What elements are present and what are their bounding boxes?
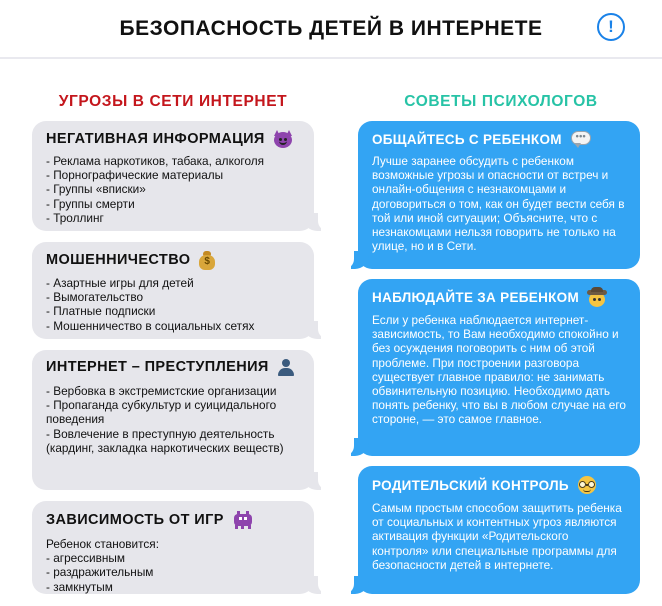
threat-list <box>46 384 300 455</box>
threats-heading: УГРОЗЫ В СЕТИ ИНТЕРНЕТ <box>58 93 288 110</box>
list-item: - Группы смерти <box>46 196 135 211</box>
bubble-tail <box>303 576 321 594</box>
card-title-row <box>46 130 300 148</box>
detective-face-icon <box>587 287 607 307</box>
bubble-tail <box>303 213 321 231</box>
list-item: - Азартные игры для детей <box>46 276 194 290</box>
person-silhouette-icon <box>277 358 295 376</box>
list-item: - Реклама наркотиков, табака, алкоголя <box>46 154 265 168</box>
card-title-row <box>372 130 626 148</box>
list-item: - Группы «вписки» <box>46 182 146 197</box>
nerd-face-icon <box>577 475 597 495</box>
info-icon[interactable]: ! <box>597 13 625 41</box>
advice-text: Самым простым способом защитить ребенка от социальных и контентных угроз являются активация функции «Родительского контроля» или специальные программы для безопасности детей в интернете. <box>372 501 622 572</box>
header-divider <box>0 57 662 59</box>
bubble-tail <box>303 321 321 339</box>
speech-bubble-icon: ••• <box>570 130 592 148</box>
card-title: МОШЕННИЧЕСТВО <box>46 252 191 268</box>
bubble-tail <box>351 251 369 269</box>
card-title-row <box>372 475 626 495</box>
threat-list <box>46 154 300 225</box>
bubble-tail <box>351 438 369 456</box>
threat-card-gaming <box>32 501 314 594</box>
advice-heading: СОВЕТЫ ПСИХОЛОГОВ <box>404 93 598 110</box>
list-item: - замкнутым <box>46 579 113 594</box>
card-title: ОБЩАЙТЕСЬ С РЕБЕНКОМ <box>372 131 562 147</box>
money-bag-icon: $ <box>198 250 216 270</box>
card-intro: Ребенок становится: <box>46 537 159 551</box>
list-item: - Вовлечение в преступную деятельность (кардинг, закладка наркотических веществ) <box>46 426 284 455</box>
list-item: - агрессивным <box>46 551 125 566</box>
list-item: - Мошенничество в социальных сетях <box>46 318 255 333</box>
advice-card-parental-control <box>358 466 640 594</box>
list-item: - Вымогательство <box>46 290 144 305</box>
card-title-row <box>46 358 300 376</box>
card-title: ЗАВИСИМОСТЬ ОТ ИГР <box>46 512 224 528</box>
card-title: НАБЛЮДАЙТЕ ЗА РЕБЕНКОМ <box>372 289 580 305</box>
page-title: БЕЗОПАСНОСТЬ ДЕТЕЙ В ИНТЕРНЕТЕ <box>119 17 543 40</box>
advice-card-communicate <box>358 121 640 269</box>
threat-card-crimes <box>32 350 314 490</box>
advice-text: Если у ребенка наблюдается интернет-зависимость, то Вам необходимо спокойно и без осуждения поговорить с ним об этой проблеме. При построении разговора существует главное правило: не занимать обвинительную позицию. Необходимо дать понять ребенку, что вы в любом случае на его стороне, — это самое главное. <box>372 313 626 427</box>
bubble-tail <box>303 472 321 490</box>
page-header <box>0 0 662 58</box>
threat-list <box>46 551 300 594</box>
threat-list <box>46 276 300 333</box>
card-title-row <box>46 250 300 270</box>
devil-face-icon <box>273 130 293 148</box>
threat-card-fraud <box>32 242 314 339</box>
advice-text: Лучше заранее обсудить с ребенком возможные угрозы и опасности от встреч и онлайн-общения с незнакомцами и договориться о том, как он будет вести себя в той или иной ситуации; Объясните, что с незнакомцами нельзя говорить не только на улице, но и в Сети. <box>372 154 625 254</box>
card-title: НЕГАТИВНАЯ ИНФОРМАЦИЯ <box>46 131 265 147</box>
threat-card-negative-info <box>32 121 314 231</box>
list-item: - Порнографические материалы <box>46 168 224 183</box>
list-item: - Вербовка в экстремистские организации <box>46 384 277 398</box>
list-item: - раздражительным <box>46 565 154 580</box>
card-title: ИНТЕРНЕТ – ПРЕСТУПЛЕНИЯ <box>46 359 269 375</box>
advice-card-observe <box>358 279 640 456</box>
space-invader-icon <box>232 511 254 529</box>
bubble-tail <box>351 576 369 594</box>
card-title-row <box>46 511 300 529</box>
list-item: - Платные подписки <box>46 304 156 319</box>
card-title-row <box>372 287 626 307</box>
list-item: - Пропаганда субкультур и суицидального поведения <box>46 398 277 427</box>
list-item: - Троллинг <box>46 210 104 225</box>
card-title: РОДИТЕЛЬСКИЙ КОНТРОЛЬ <box>372 477 569 493</box>
